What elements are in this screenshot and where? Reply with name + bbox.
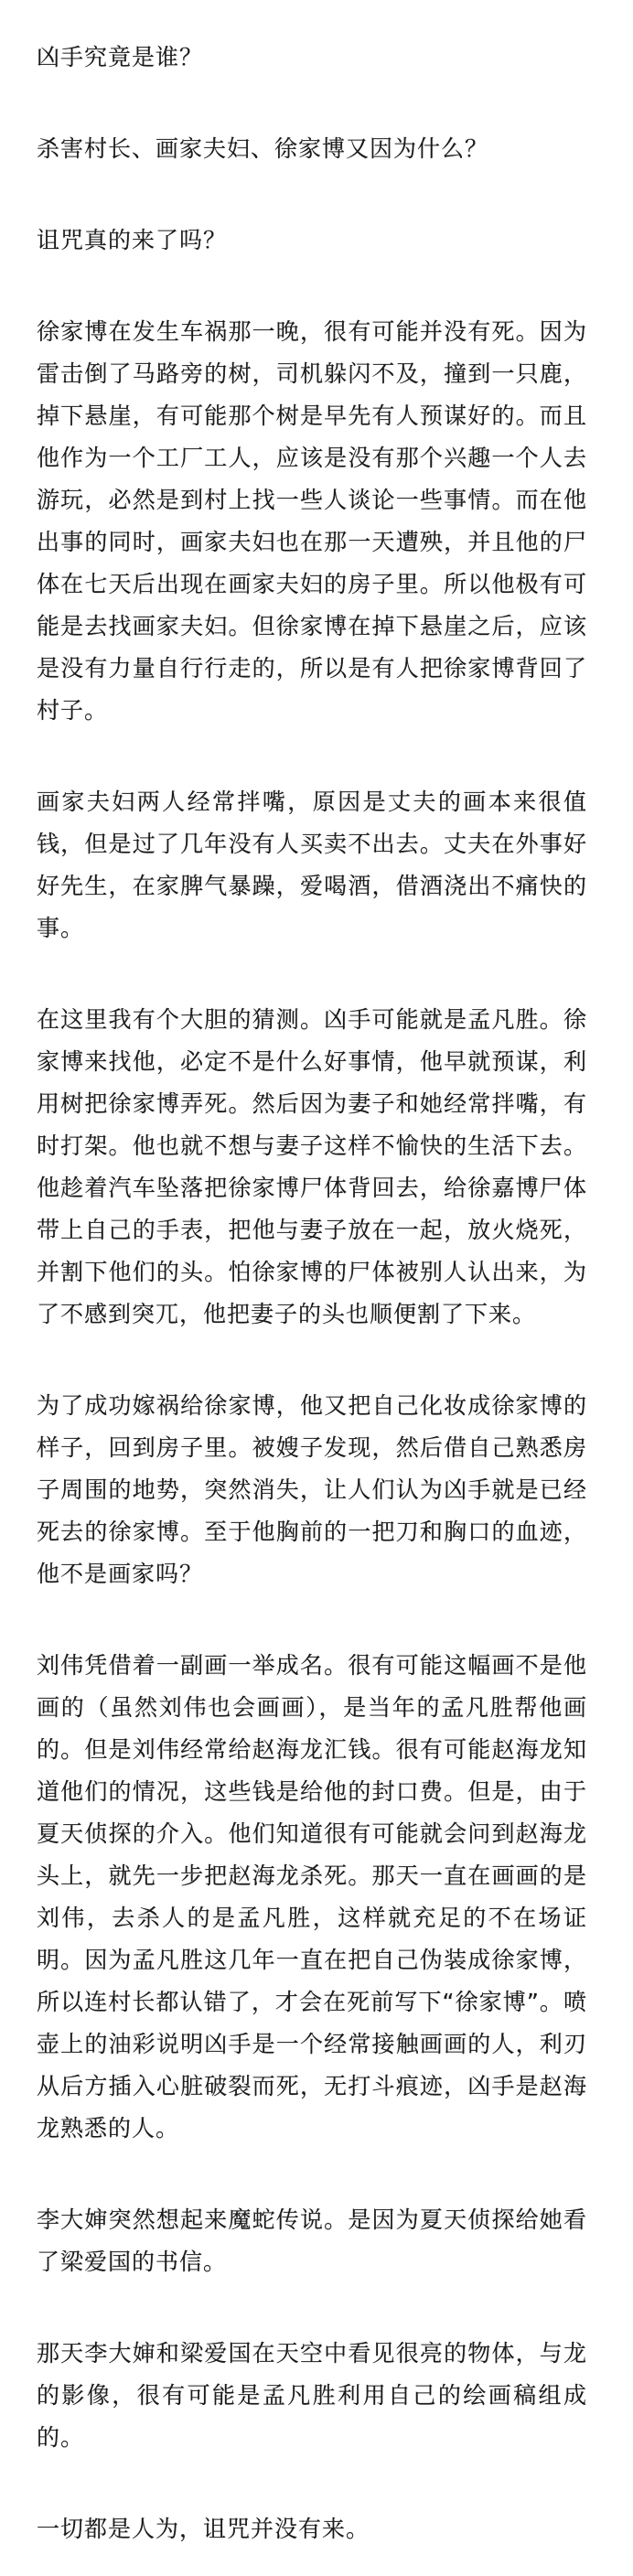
question-motive: 杀害村长、画家夫妇、徐家博又因为什么？ — [37, 135, 489, 162]
paragraph-bold-guess: 在这里我有个大胆的猜测。凶手可能就是孟凡胜。徐家博来找他，必定不是什么好事情，他早就预谋，利用树把徐家博弄死。然后因为妻子和她经常拌嘴，有时打架。他也就不想与妻子这样不愉快的生活下去。他趁着汽车坠落把徐家博尸体背回去，给徐嘉博尸体带上自己的手表，把他与妻子放在一起，放火烧死，并割下他们的头。怕徐家博的尸体被别人认出来，为了不感到突兀，他把妻子的头也顺便割了下来。 — [37, 1006, 587, 1327]
paragraph-liu-wei: 刘伟凭借着一副画一举成名。很有可能这幅画不是他画的（虽然刘伟也会画画），是当年的孟凡胜帮他画的。但是刘伟经常给赵海龙汇钱。很有可能赵海龙知道他们的情况，这些钱是给他的封口费。但是，由于夏天侦探的介入。他们知道很有可能就会问到赵海龙头上，就先一步把赵海龙杀死。那天一直在画画的是刘伟，去杀人的是孟凡胜，这样就充足的不在场证明。因为孟凡胜这几年一直在把自己伪装成徐家博，所以连村长都认错了，才会在死前写下“徐家博”。喷壶上的油彩说明凶手是一个经常接触画画的人，利刃从后方插入心脏破裂而死，无打斗痕迹，凶手是赵海龙熟悉的人。 — [37, 1652, 587, 2141]
question-curse: 诅咒真的来了吗？ — [37, 227, 228, 253]
paragraph-sky-object: 那天李大婶和梁爱国在天空中看见很亮的物体，与龙的影像，很有可能是孟凡胜利用自己的绘画稿组成的。 — [37, 2340, 587, 2451]
question-murderer: 凶手究竟是谁？ — [37, 44, 204, 70]
paragraph-frame-up: 为了成功嫁祸给徐家博，他又把自己化妆成徐家博的样子，回到房子里。被嫂子发现，然后借自己熟悉房子周围的地势，突然消失，让人们认为凶手就是已经死去的徐家博。至于他胸前的一把刀和胸口的血迹，他不是画家吗？ — [37, 1392, 587, 1587]
paragraph-li-dashen: 李大婶突然想起来魔蛇传说。是因为夏天侦探给她看了梁爱国的书信。 — [37, 2206, 587, 2275]
paragraph-conclusion: 一切都是人为，诅咒并没有来。 — [37, 2516, 370, 2542]
paragraph-painter-couple: 画家夫妇两人经常拌嘴，原因是丈夫的画本来很值钱，但是过了几年没有人买卖不出去。丈夫在外事好好先生，在家脾气暴躁，爱喝酒，借酒浇出不痛快的事。 — [37, 789, 587, 941]
paragraph-xu-jiabo-accident: 徐家博在发生车祸那一晚，很有可能并没有死。因为雷击倒了马路旁的树，司机躲闪不及，撞到一只鹿，掉下悬崖，有可能那个树是早先有人预谋好的。而且他作为一个工厂工人，应该是没有那个兴趣一个人去游玩，必然是到村上找一些人谈论一些事情。而在他出事的同时，画家夫妇也在那一天遭殃，并且他的尸体在七天后出现在画家夫妇的房子里。所以他极有可能是去找画家夫妇。但徐家博在掉下悬崖之后，应该是没有力量自行行走的，所以是有人把徐家博背回了村子。 — [37, 318, 587, 724]
